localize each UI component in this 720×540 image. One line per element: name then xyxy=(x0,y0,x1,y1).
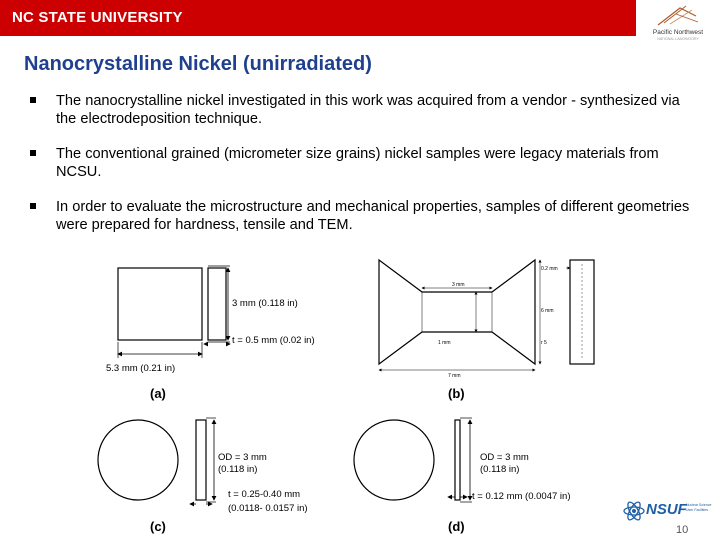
bullet-text: The nanocrystalline nickel investigated in this work was acquired from a vendor - synthesized via the electrodeposition technique. xyxy=(56,93,680,127)
dogbone-specimen xyxy=(379,260,535,364)
university-logo: NC STATE UNIVERSITY xyxy=(12,9,183,26)
atom-icon xyxy=(622,499,646,523)
dim-a-thickness: t = 0.5 mm (0.02 in) xyxy=(232,335,315,346)
dim-a-width: 5.3 mm (0.21 in) xyxy=(106,363,176,374)
figure-a-label: (a) xyxy=(150,386,166,401)
dim-d-od-in: (0.118 in) xyxy=(480,464,520,475)
dim-b-gauge-length: 3 mm xyxy=(452,282,465,288)
dim-b-gauge-width: 1 mm xyxy=(438,340,451,346)
specimen-a-side xyxy=(208,268,226,340)
dim-d-thickness: t = 0.12 mm (0.0047 in) xyxy=(472,491,571,502)
page-number: 10 xyxy=(676,524,689,536)
disc-d-top xyxy=(354,420,434,500)
figure-d-label: (d) xyxy=(448,519,465,534)
pnnl-logo-text: Pacific Northwest xyxy=(652,29,704,36)
dim-a-height: 3 mm (0.118 in) xyxy=(232,298,298,309)
dim-d-od: OD = 3 mm xyxy=(480,452,529,463)
disc-d-side xyxy=(455,420,460,500)
figure-a xyxy=(106,266,315,401)
nsuf-logo-side: Nuclear Science User Facilities xyxy=(686,503,712,512)
nsuf-logo-text: NSUF xyxy=(646,501,687,518)
dim-c-od: OD = 3 mm xyxy=(218,452,267,463)
disc-c-side xyxy=(196,420,206,500)
figure-d xyxy=(354,418,570,534)
dim-b-total-length: 7 mm xyxy=(448,373,461,379)
dim-c-thickness-in: (0.0118- 0.0157 in) xyxy=(228,503,308,514)
dim-c-od-in: (0.118 in) xyxy=(218,464,258,475)
dim-b-total-height: 6 mm xyxy=(541,308,554,314)
bullet-text: The conventional grained (micrometer size grains) nickel samples were legacy materials from NCSU. xyxy=(56,146,659,180)
bullet-text: In order to evaluate the microstructure and mechanical properties, samples of different geometries were prepared for hardness, tensile and TEM. xyxy=(56,199,690,233)
dim-b-thickness: 0.2 mm xyxy=(541,266,558,272)
dim-b-fillet: r 5 xyxy=(541,340,547,346)
disc-c-top xyxy=(98,420,178,500)
figure-b xyxy=(379,260,594,401)
nsuf-logo xyxy=(620,498,718,524)
slide-title: Nanocrystalline Nickel (unirradiated) xyxy=(24,53,372,75)
specimen-a-plate xyxy=(118,268,202,340)
figure-b-label: (b) xyxy=(448,386,465,401)
figure-c xyxy=(98,418,308,534)
figure-c-label: (c) xyxy=(150,519,166,534)
dim-c-thickness: t = 0.25-0.40 mm xyxy=(228,489,301,500)
pnnl-logo-subtext: NATIONAL LABORATORY xyxy=(657,37,699,41)
